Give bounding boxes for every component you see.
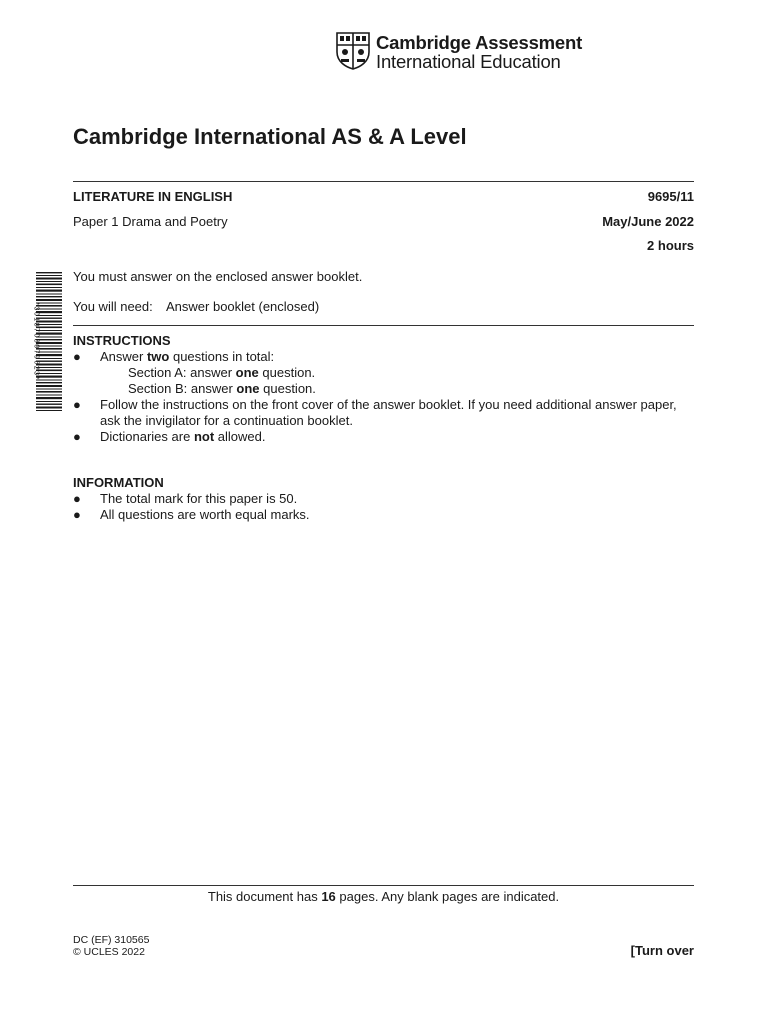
subject: LITERATURE IN ENGLISH bbox=[73, 189, 233, 204]
list-item bbox=[73, 429, 694, 445]
item-bold: one bbox=[236, 381, 260, 396]
session: May/June 2022 bbox=[602, 214, 694, 229]
divider bbox=[73, 181, 694, 182]
logo-line1: Cambridge Assessment bbox=[376, 32, 583, 53]
item-text: Section B: answer bbox=[128, 381, 237, 396]
paper-name: Paper 1 Drama and Poetry bbox=[73, 214, 228, 229]
item-text: allowed. bbox=[214, 429, 266, 444]
note-text: pages. Any blank pages are indicated. bbox=[335, 889, 560, 904]
paper-code: 9695/11 bbox=[647, 189, 694, 204]
item-bold: two bbox=[146, 349, 170, 364]
item-text: ask the invigilator for a continuation booklet. bbox=[100, 413, 353, 428]
turn-over: [Turn over bbox=[630, 943, 694, 958]
barcode bbox=[32, 272, 62, 412]
page-count: 16 bbox=[321, 889, 336, 904]
item-text: The total mark for this paper is 50. bbox=[100, 491, 298, 506]
bullet: ● bbox=[73, 507, 81, 522]
bullet: ● bbox=[73, 349, 81, 364]
information-list bbox=[73, 491, 694, 523]
item-bold: not bbox=[193, 429, 215, 444]
item-text: Section A: answer bbox=[128, 365, 236, 380]
page-count-note bbox=[73, 889, 694, 904]
divider bbox=[73, 885, 694, 886]
cambridge-logo bbox=[336, 32, 586, 72]
list-item bbox=[73, 349, 694, 365]
need-label: You will need: bbox=[73, 299, 153, 314]
page-title: Cambridge International AS & A Level bbox=[73, 124, 467, 149]
cambridge-shield-icon bbox=[336, 32, 370, 70]
information-heading: INFORMATION bbox=[73, 475, 164, 490]
list-item bbox=[73, 491, 694, 507]
list-item bbox=[73, 365, 694, 381]
item-text: Dictionaries are bbox=[100, 429, 194, 444]
list-item bbox=[73, 397, 694, 429]
bullet: ● bbox=[73, 429, 81, 444]
item-text: questions in total: bbox=[169, 349, 275, 364]
copyright: © UCLES 2022 bbox=[73, 946, 145, 958]
item-text: Follow the instructions on the front cover of the answer booklet. If you need additional answer paper, bbox=[100, 397, 677, 412]
divider bbox=[73, 325, 694, 326]
instructions-heading: INSTRUCTIONS bbox=[73, 333, 171, 348]
item-text: Answer bbox=[100, 349, 147, 364]
bullet: ● bbox=[73, 491, 81, 506]
duration: 2 hours bbox=[647, 238, 694, 253]
need-value: Answer booklet (enclosed) bbox=[166, 299, 320, 314]
bullet: ● bbox=[73, 397, 81, 412]
item-text: question. bbox=[259, 381, 316, 396]
item-text: question. bbox=[258, 365, 316, 380]
document-ref: DC (EF) 310565 bbox=[73, 934, 150, 946]
instructions-list bbox=[73, 349, 694, 445]
barcode-text: *3018708079623* bbox=[32, 302, 40, 381]
list-item bbox=[73, 507, 694, 523]
item-text: All questions are worth equal marks. bbox=[100, 507, 310, 522]
logo-line2: International Education bbox=[376, 51, 561, 72]
list-item bbox=[73, 381, 694, 397]
note-text: This document has bbox=[207, 889, 322, 904]
item-bold: one bbox=[235, 365, 259, 380]
answer-note: You must answer on the enclosed answer booklet. bbox=[73, 269, 363, 284]
